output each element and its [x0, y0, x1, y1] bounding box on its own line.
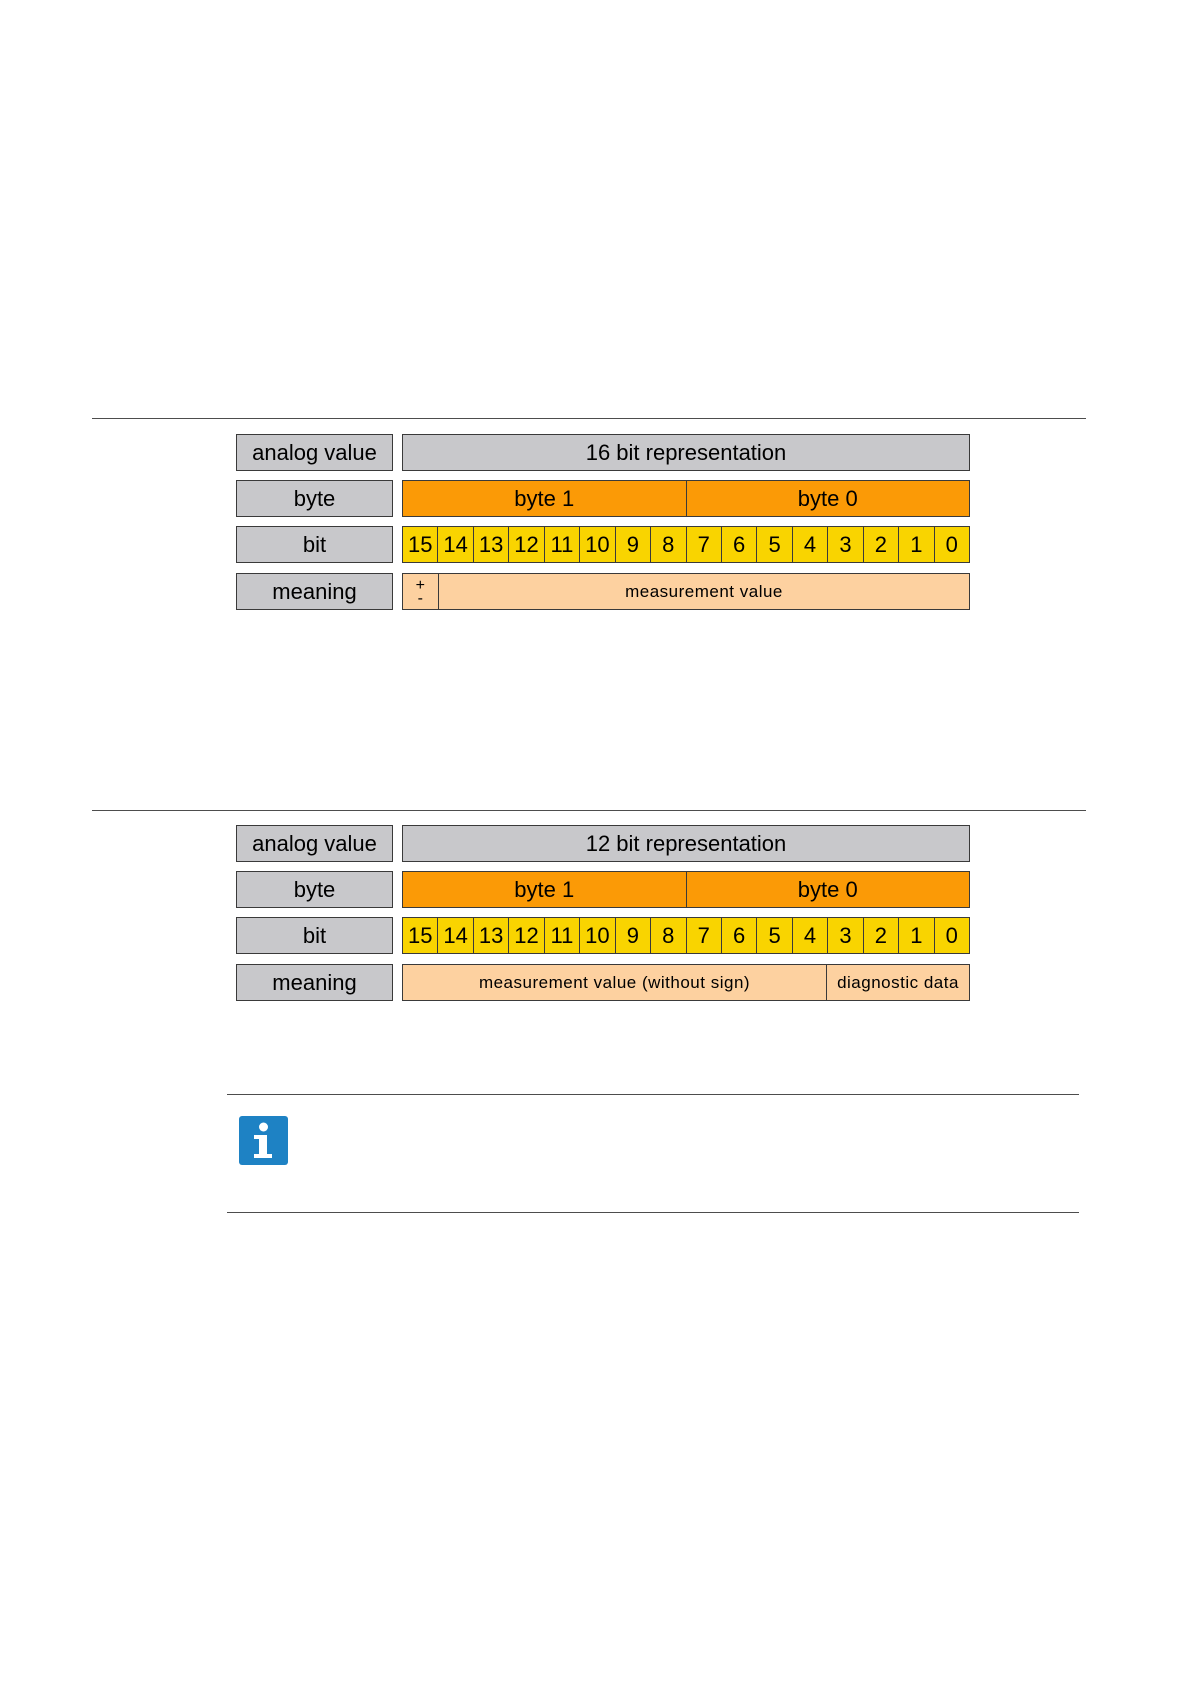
bit-layout-16bit	[236, 434, 970, 610]
section-divider-middle	[92, 810, 1086, 811]
bit-cell: 3	[827, 918, 862, 953]
row-bit	[236, 917, 970, 954]
bit-cell: 13	[473, 527, 508, 562]
byte-cells	[402, 871, 970, 908]
bit-cells	[402, 917, 970, 954]
row-label: byte	[236, 480, 393, 517]
bit-cell: 11	[544, 918, 579, 953]
row-byte	[236, 480, 970, 517]
bit-cell: 14	[437, 918, 472, 953]
row-analog-value	[236, 825, 970, 862]
bit-cell: 11	[544, 527, 579, 562]
sign-minus: -	[417, 589, 424, 607]
row-byte	[236, 871, 970, 908]
sign-bit-cell	[403, 574, 438, 609]
bit-cell: 10	[579, 527, 614, 562]
byte-cell: byte 0	[686, 481, 970, 516]
bit-cell: 5	[756, 527, 791, 562]
bit-cell: 9	[615, 918, 650, 953]
measurement-value-cell: measurement value	[438, 574, 969, 609]
bit-cells	[402, 526, 970, 563]
bit-cell: 12	[508, 527, 543, 562]
byte-cell: byte 0	[686, 872, 970, 907]
byte-cells	[402, 480, 970, 517]
measurement-value-cell: measurement value (without sign)	[403, 965, 826, 1000]
row-meaning	[236, 964, 970, 1001]
row-label: meaning	[236, 573, 393, 610]
diagnostic-data-cell: diagnostic data	[826, 965, 969, 1000]
bit-layout-12bit	[236, 825, 970, 1001]
bit-cell: 4	[792, 918, 827, 953]
bit-cell: 7	[686, 918, 721, 953]
row-label: analog value	[236, 825, 393, 862]
row-label: meaning	[236, 964, 393, 1001]
row-label: analog value	[236, 434, 393, 471]
bit-cell: 8	[650, 527, 685, 562]
bit-cell: 0	[934, 527, 969, 562]
row-label: bit	[236, 917, 393, 954]
representation-cell: 12 bit representation	[402, 825, 970, 862]
bit-cell: 12	[508, 918, 543, 953]
bit-cell: 5	[756, 918, 791, 953]
row-bit	[236, 526, 970, 563]
byte-cell: byte 1	[403, 872, 686, 907]
bit-cell: 1	[898, 527, 933, 562]
bit-cell: 2	[863, 918, 898, 953]
bit-cell: 13	[473, 918, 508, 953]
sign-plus: +	[415, 576, 426, 594]
bit-cell: 8	[650, 918, 685, 953]
bit-cell: 15	[403, 918, 437, 953]
row-label: bit	[236, 526, 393, 563]
representation-cell: 16 bit representation	[402, 434, 970, 471]
row-analog-value	[236, 434, 970, 471]
meaning-cells	[402, 964, 970, 1001]
row-meaning	[236, 573, 970, 610]
bit-cell: 0	[934, 918, 969, 953]
byte-cell: byte 1	[403, 481, 686, 516]
bit-cell: 4	[792, 527, 827, 562]
bit-cell: 6	[721, 527, 756, 562]
bit-cell: 1	[898, 918, 933, 953]
meaning-cells	[402, 573, 970, 610]
note-divider-bottom	[227, 1212, 1079, 1213]
section-divider-top	[92, 418, 1086, 419]
bit-cell: 3	[827, 527, 862, 562]
bit-cell: 7	[686, 527, 721, 562]
bit-cell: 15	[403, 527, 437, 562]
row-label: byte	[236, 871, 393, 908]
bit-cell: 9	[615, 527, 650, 562]
note-divider-top	[227, 1094, 1079, 1095]
bit-cell: 6	[721, 918, 756, 953]
bit-cell: 2	[863, 527, 898, 562]
info-icon	[239, 1116, 288, 1165]
bit-cell: 10	[579, 918, 614, 953]
bit-cell: 14	[437, 527, 472, 562]
